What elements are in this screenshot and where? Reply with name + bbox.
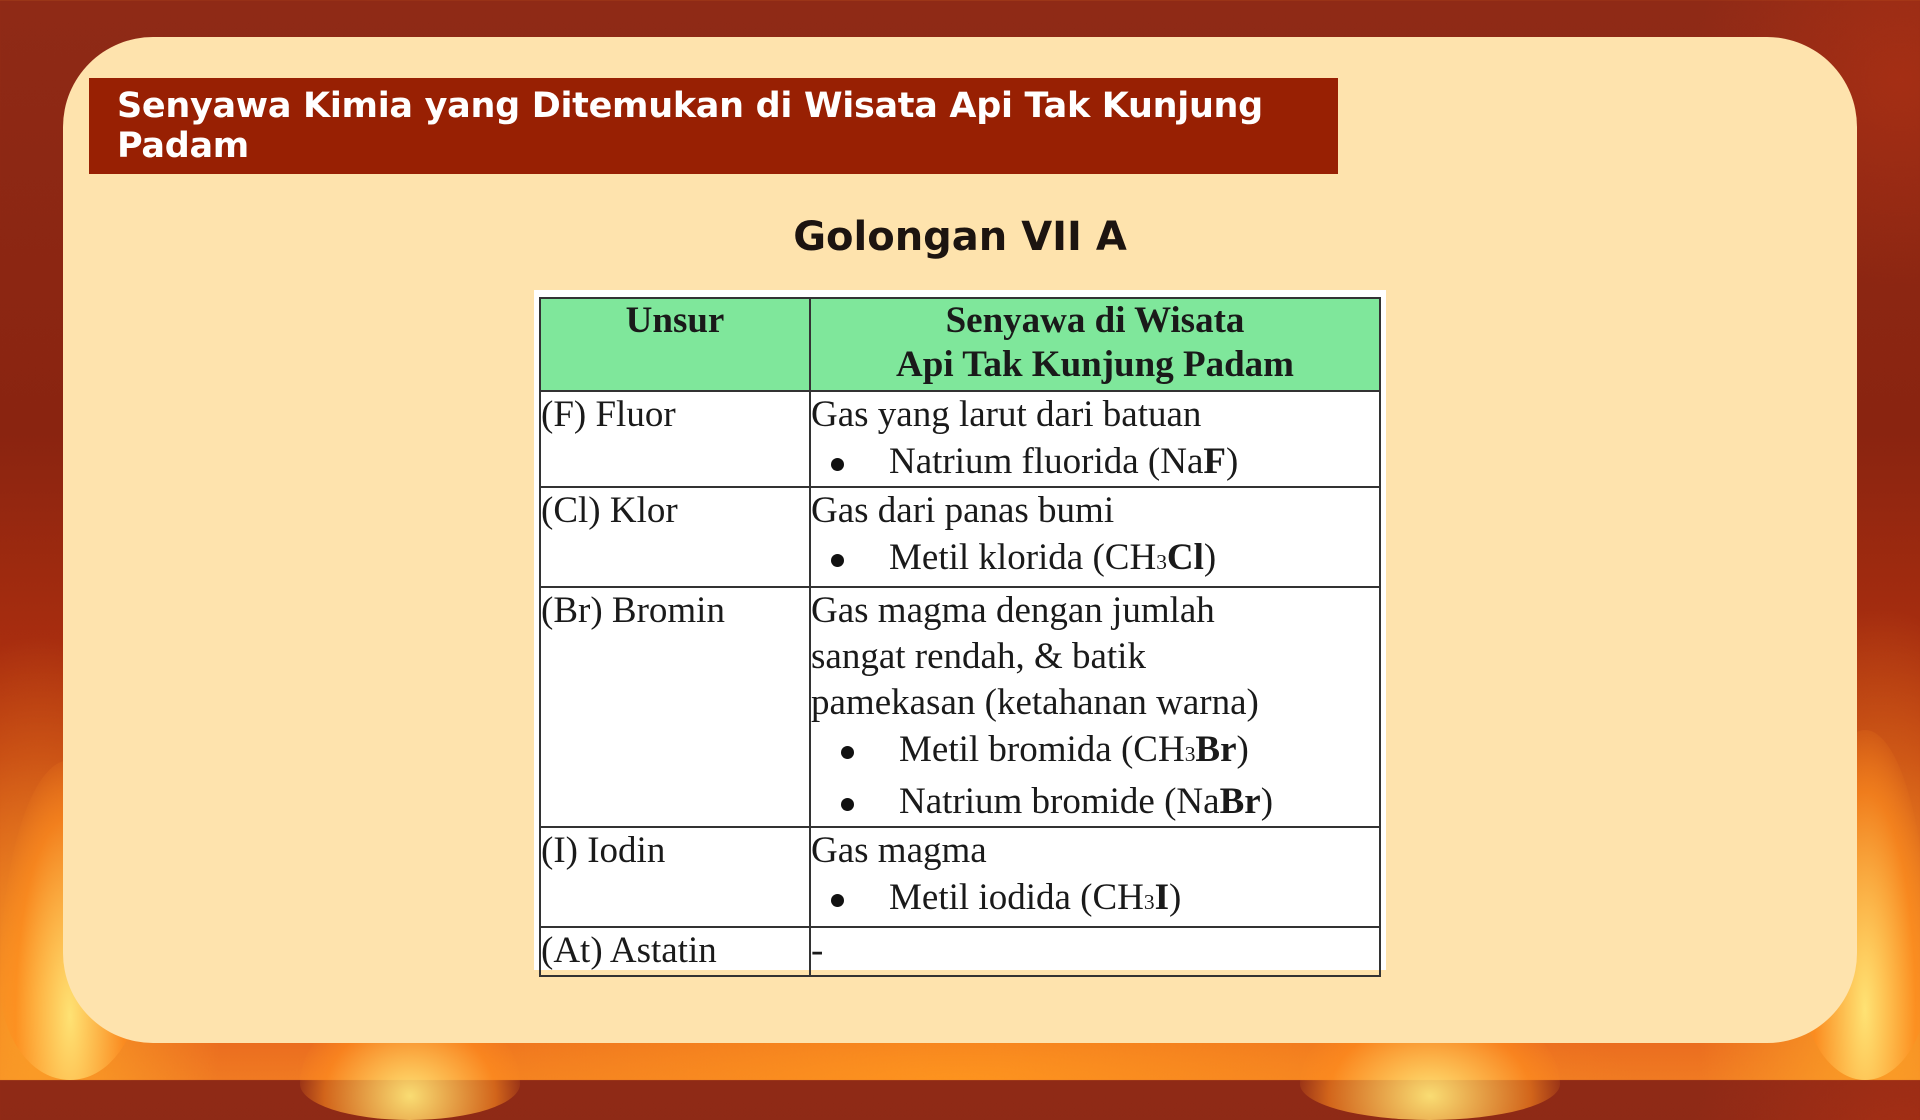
table-container [534,290,1386,970]
header-senyawa-line1: Senyawa di Wisata [945,300,1245,341]
compound-name: Metil iodida (CH [889,877,1144,918]
compound-bullet [811,438,1379,486]
compound-bullet [811,778,1379,826]
element-name: (At) Astatin [541,930,717,971]
element-cell [540,391,810,487]
element-name: (I) Iodin [541,830,666,871]
table-header-row [540,298,1380,391]
compound-cell [810,827,1380,927]
description-line: pamekasan (ketahanan warna) [811,682,1259,723]
compound-bullet [811,874,1379,926]
table-row [540,587,1380,827]
table-row [540,487,1380,587]
description-line: Gas magma [811,830,987,871]
compound-cell [810,587,1380,827]
description-line: Gas dari panas bumi [811,490,1115,531]
title-banner [89,78,1338,174]
compound-name: Metil klorida (CH [889,537,1157,578]
header-unsur: Unsur [540,298,810,391]
halogen-symbol: Br [1195,729,1237,770]
compound-cell [810,391,1380,487]
compound-table [539,297,1381,977]
header-senyawa-line2: Api Tak Kunjung Padam [896,344,1294,385]
formula-close: ) [1203,537,1217,578]
halogen-symbol: F [1203,441,1227,482]
table-row [540,827,1380,927]
compound-name: Natrium fluorida (Na [889,441,1204,482]
bullet-dot-icon [841,746,854,759]
element-name: (Br) Bromin [541,590,725,631]
bullet-dot-icon [831,458,844,471]
element-cell [540,827,810,927]
compound-name: Natrium bromide (Na [899,781,1220,822]
element-cell [540,587,810,827]
formula-subscript: 3 [1184,742,1196,766]
element-cell [540,927,810,976]
element-name: (F) Fluor [541,394,676,435]
formula-close: ) [1169,877,1182,918]
formula-subscript: 3 [1143,890,1155,914]
formula-close: ) [1260,781,1274,822]
description-line: sangat rendah, & batik [811,636,1146,677]
bullet-dot-icon [831,894,844,907]
bullet-dot-icon [841,798,854,811]
halogen-symbol: Br [1219,781,1261,822]
formula-close: ) [1226,441,1239,482]
table-row [540,391,1380,487]
bullet-dot-icon [831,554,844,567]
description-line: - [811,930,824,971]
table-body [540,391,1380,976]
compound-cell [810,927,1380,976]
element-cell [540,487,810,587]
formula-close: ) [1236,729,1249,770]
header-senyawa [810,298,1380,391]
table-row [540,927,1380,976]
halogen-symbol: Cl [1166,537,1204,578]
description-line: Gas yang larut dari batuan [811,394,1202,435]
compound-bullet [811,726,1379,778]
compound-name: Metil bromida (CH [899,729,1185,770]
formula-subscript: 3 [1156,550,1167,574]
description-line: Gas magma dengan jumlah [811,590,1215,631]
element-name: (Cl) Klor [541,490,678,531]
page-title: Senyawa Kimia yang Ditemukan di Wisata Api Tak Kunjung Padam [117,86,1263,166]
section-subtitle: Golongan VII A [793,214,1127,260]
compound-cell [810,487,1380,587]
compound-bullet [811,534,1379,586]
halogen-symbol: I [1154,877,1170,918]
